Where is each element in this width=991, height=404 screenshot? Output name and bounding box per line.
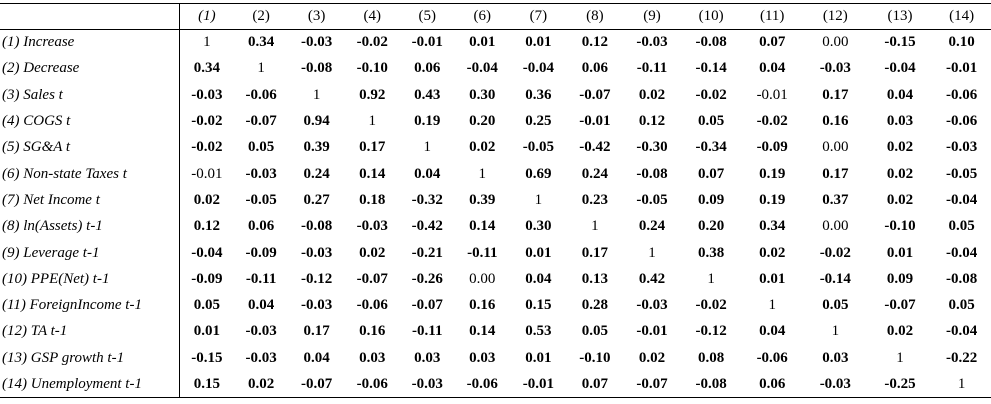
table-cell: -0.07 (623, 371, 681, 397)
table-cell: -0.02 (756, 113, 788, 130)
table-cell: 0.16 (469, 297, 496, 314)
table-cell: -0.01 (579, 113, 611, 130)
table-cell: -0.02 (356, 34, 388, 51)
table-cell: -0.01 (411, 34, 443, 51)
table-cell: -0.04 (946, 323, 978, 340)
table-cell: -0.11 (412, 323, 443, 340)
table-cell: -0.02 (819, 244, 851, 261)
table-cell: -0.05 (946, 165, 978, 182)
table-cell: -0.03 (191, 86, 223, 103)
table-cell: 0.00 (822, 34, 849, 51)
table-cell: 0.19 (759, 165, 786, 182)
table-cell: -0.11 (245, 270, 277, 287)
table-cell: 0.24 (581, 165, 609, 182)
table-cell: 0.30 (525, 218, 552, 235)
table-cell: -0.15 (191, 349, 223, 366)
table-cell: -0.03 (245, 165, 277, 182)
table-cell: -0.02 (191, 139, 223, 156)
table-cell: 0.69 (525, 165, 552, 182)
table-cell: -0.06 (455, 371, 511, 397)
table-cell: 0.02 (638, 349, 666, 366)
table-cell: -0.03 (819, 60, 851, 77)
table-cell: 0.06 (581, 60, 609, 77)
table-cell: 1 (478, 165, 487, 182)
table-cell: -0.03 (356, 218, 388, 235)
table-cell: 0.04 (414, 165, 441, 182)
table-cell: 1 (203, 34, 211, 51)
row-label: (6) Non-state Taxes t (0, 161, 180, 187)
table-cell: 0.04 (303, 349, 330, 366)
row-label: (4) COGS t (0, 108, 180, 134)
table-cell: 0.30 (469, 86, 496, 103)
table-row (0, 135, 991, 161)
table-cell: 0.05 (247, 139, 275, 156)
table-cell: 0.07 (759, 34, 786, 51)
table-cell: 0.37 (822, 191, 849, 208)
table-cell: -0.03 (301, 244, 333, 261)
table-cell: -0.07 (411, 297, 443, 314)
table-cell: -0.07 (245, 113, 277, 130)
table-cell: 0.34 (759, 218, 786, 235)
table-cell: 0.34 (247, 34, 275, 51)
table-cell: -0.11 (636, 60, 668, 77)
table-cell: 0.05 (822, 297, 849, 314)
table-row (0, 345, 991, 371)
table-cell: 0.17 (359, 139, 386, 156)
table-cell: 0.15 (525, 297, 552, 314)
table-cell: 0.15 (180, 371, 234, 397)
row-label: (5) SG&A t (0, 135, 180, 161)
header-corner-cell (0, 4, 180, 30)
column-header: (8) (567, 4, 624, 30)
table-cell: 0.02 (638, 86, 666, 103)
table-cell: 0.27 (303, 191, 330, 208)
table-row (0, 161, 991, 187)
table-cell: 0.09 (886, 270, 914, 287)
table-cell: -0.22 (946, 349, 978, 366)
table-cell: -0.14 (695, 60, 727, 77)
table-cell: -0.01 (191, 165, 223, 182)
table-cell: -0.05 (522, 139, 554, 156)
table-cell: -0.05 (636, 191, 668, 208)
table-cell: -0.10 (884, 218, 916, 235)
table-cell: 0.01 (193, 323, 220, 340)
table-cell: -0.02 (695, 86, 727, 103)
row-label: (10) PPE(Net) t-1 (0, 266, 180, 292)
table-cell: 0.02 (759, 244, 786, 261)
table-cell: 1 (534, 191, 543, 208)
table-cell: 0.12 (638, 113, 666, 130)
table-cell: -0.08 (946, 270, 978, 287)
table-cell: -0.14 (819, 270, 851, 287)
table-row (0, 30, 991, 56)
column-header: (11) (741, 4, 803, 30)
table-cell: -0.02 (191, 113, 223, 130)
table-cell: 0.02 (886, 323, 914, 340)
table-cell: 0.01 (759, 270, 786, 287)
table-cell: 1 (312, 86, 321, 103)
table-cell: -0.42 (579, 139, 611, 156)
table-cell: -0.01 (756, 86, 788, 103)
table-row (0, 266, 991, 292)
table-cell: -0.26 (411, 270, 443, 287)
table-cell: -0.03 (636, 297, 668, 314)
table-cell: 0.03 (359, 349, 386, 366)
row-label: (7) Net Income t (0, 187, 180, 213)
table-cell: -0.03 (636, 34, 668, 51)
table-cell: -0.11 (467, 244, 498, 261)
table-cell: 0.20 (469, 113, 496, 130)
table-cell: 0.34 (193, 60, 220, 77)
table-row (0, 319, 991, 345)
table-cell: -0.04 (522, 60, 554, 77)
table-cell: 0.01 (886, 244, 914, 261)
row-label: (11) ForeignIncome t-1 (0, 292, 180, 318)
table-cell: 1 (368, 113, 376, 130)
table-cell: 0.25 (525, 113, 552, 130)
table-cell: -0.08 (301, 218, 333, 235)
table-cell: 0.00 (469, 270, 496, 287)
table-cell: 0.53 (525, 323, 552, 340)
table-cell: 0.01 (525, 349, 552, 366)
table-cell: 0.02 (886, 165, 914, 182)
table-row (0, 82, 991, 108)
column-header: (14) (932, 4, 991, 30)
table-cell: -0.32 (411, 191, 443, 208)
table-cell: 0.06 (414, 60, 441, 77)
table-cell: -0.06 (245, 86, 277, 103)
table-cell: 0.39 (469, 191, 496, 208)
table-cell: -0.06 (756, 349, 788, 366)
table-cell: -0.12 (301, 270, 333, 287)
table-cell: 0.14 (469, 323, 496, 340)
table-cell: -0.08 (636, 165, 668, 182)
table-cell: 0.16 (359, 323, 386, 340)
table-cell: 0.04 (525, 270, 552, 287)
column-header: (13) (868, 4, 933, 30)
table-cell: -0.07 (884, 297, 916, 314)
table-cell: 0.28 (581, 297, 609, 314)
column-header: (7) (510, 4, 567, 30)
table-cell: 0.12 (193, 218, 220, 235)
table-cell: 0.12 (581, 34, 609, 51)
table-cell: 1 (768, 297, 776, 314)
table-cell: 0.09 (697, 191, 725, 208)
table-cell: -0.30 (636, 139, 668, 156)
table-cell: -0.03 (301, 34, 333, 51)
table-cell: 0.43 (414, 86, 441, 103)
table-cell: -0.04 (946, 244, 978, 261)
table-cell: 0.02 (886, 139, 914, 156)
table-cell: 0.14 (469, 218, 496, 235)
table-cell: 0.42 (638, 270, 666, 287)
table-cell: -0.06 (356, 297, 388, 314)
table-cell: 0.04 (886, 86, 914, 103)
column-header: (3) (289, 4, 345, 30)
table-cell: 0.24 (303, 165, 330, 182)
row-label: (2) Decrease (0, 56, 180, 82)
column-header: (1) (180, 4, 234, 30)
table-cell: -0.09 (191, 270, 223, 287)
table-cell: 0.38 (697, 244, 725, 261)
column-header: (2) (233, 4, 289, 30)
table-cell: 0.04 (759, 323, 786, 340)
table-cell: 0.13 (581, 270, 609, 287)
table-cell: 0.23 (581, 191, 609, 208)
table-row (0, 240, 991, 266)
table-cell: -0.01 (510, 371, 567, 397)
table-cell: -0.10 (579, 349, 611, 366)
table-cell: -0.01 (946, 60, 978, 77)
table-cell: 0.00 (822, 139, 849, 156)
table-cell: 0.19 (414, 113, 441, 130)
table-cell: 0.36 (525, 86, 552, 103)
table-cell: 0.06 (741, 371, 803, 397)
table-row (0, 371, 991, 397)
table-cell: -0.08 (681, 371, 742, 397)
table-cell: -0.03 (946, 139, 978, 156)
table-cell: 0.03 (886, 113, 914, 130)
table-cell: -0.04 (884, 60, 916, 77)
row-label: (1) Increase (0, 30, 180, 56)
table-cell: 0.18 (359, 191, 386, 208)
table-cell: 0.05 (193, 297, 220, 314)
table-cell: -0.03 (400, 371, 455, 397)
table-cell: 1 (648, 244, 656, 261)
correlation-table (0, 3, 991, 398)
table-cell: 0.00 (822, 218, 849, 235)
table-cell: -0.03 (301, 297, 333, 314)
table-cell: 0.02 (469, 139, 496, 156)
table-cell: -0.07 (289, 371, 345, 397)
table-cell: 0.06 (247, 218, 275, 235)
row-label: (14) Unemployment t-1 (0, 371, 180, 397)
table-cell: 0.10 (948, 34, 975, 51)
table-cell: -0.42 (411, 218, 443, 235)
column-header: (5) (400, 4, 455, 30)
table-cell: -0.05 (245, 191, 277, 208)
table-cell: 1 (707, 270, 715, 287)
table-cell: -0.04 (191, 244, 223, 261)
table-cell: 0.04 (759, 60, 786, 77)
table-header-row (0, 4, 991, 30)
table-cell: 0.02 (886, 191, 914, 208)
table-cell: 0.94 (303, 113, 330, 130)
table-cell: 0.17 (822, 86, 849, 103)
table-cell: 0.02 (233, 371, 289, 397)
table-cell: 0.24 (638, 218, 666, 235)
table-cell: 1 (591, 218, 599, 235)
column-header: (6) (455, 4, 511, 30)
row-label: (8) ln(Assets) t-1 (0, 214, 180, 240)
table-cell: 0.02 (359, 244, 386, 261)
table-cell: 0.17 (303, 323, 330, 340)
table-cell: 0.17 (581, 244, 609, 261)
table-cell: 0.05 (697, 113, 725, 130)
table-cell: 1 (932, 371, 991, 397)
table-cell: 0.20 (697, 218, 725, 235)
table-cell: 1 (831, 323, 840, 340)
table-cell: 0.03 (469, 349, 496, 366)
table-cell: -0.03 (245, 323, 277, 340)
table-cell: 0.04 (247, 297, 275, 314)
table-cell: -0.03 (245, 349, 277, 366)
table-cell: 0.05 (948, 297, 975, 314)
column-header: (12) (803, 4, 868, 30)
table-cell: -0.06 (344, 371, 400, 397)
table-cell: -0.09 (245, 244, 277, 261)
column-header: (9) (623, 4, 681, 30)
row-label: (12) TA t-1 (0, 319, 180, 345)
table-cell: 0.14 (359, 165, 386, 182)
table-cell: -0.15 (884, 34, 916, 51)
table-cell: 0.19 (759, 191, 786, 208)
table-cell: 1 (257, 60, 265, 77)
table-cell: 0.16 (822, 113, 849, 130)
table-cell: -0.34 (695, 139, 727, 156)
table-cell: -0.07 (356, 270, 388, 287)
column-header: (4) (344, 4, 400, 30)
table-cell: 0.05 (581, 323, 609, 340)
table-row (0, 292, 991, 318)
table-cell: -0.03 (803, 371, 868, 397)
row-label: (13) GSP growth t-1 (0, 345, 180, 371)
table-cell: 0.39 (303, 139, 330, 156)
table-cell: -0.02 (695, 297, 727, 314)
table-cell: 0.01 (469, 34, 496, 51)
table-cell: 0.03 (414, 349, 441, 366)
table-cell: -0.08 (695, 34, 727, 51)
table-cell: 0.05 (948, 218, 975, 235)
table-cell: 0.01 (525, 244, 552, 261)
table-row (0, 187, 991, 213)
table-cell: -0.09 (756, 139, 788, 156)
table-cell: -0.01 (636, 323, 668, 340)
table-cell: -0.04 (946, 191, 978, 208)
table-cell: 1 (896, 349, 904, 366)
table-cell: -0.12 (695, 323, 727, 340)
table-cell: 0.07 (567, 371, 624, 397)
table-cell: 1 (423, 139, 431, 156)
table-cell: -0.06 (946, 113, 978, 130)
row-label: (9) Leverage t-1 (0, 240, 180, 266)
table-cell: 0.17 (822, 165, 849, 182)
column-header: (10) (681, 4, 742, 30)
table-cell: -0.07 (579, 86, 611, 103)
table-cell: 0.07 (697, 165, 725, 182)
table-cell: 0.92 (359, 86, 386, 103)
table-row (0, 108, 991, 134)
table-cell: -0.08 (301, 60, 333, 77)
table-cell: -0.21 (411, 244, 443, 261)
table-cell: 0.02 (193, 191, 220, 208)
table-row (0, 56, 991, 82)
table-cell: 0.01 (525, 34, 552, 51)
table-cell: -0.10 (356, 60, 388, 77)
table-cell: -0.04 (466, 60, 498, 77)
table-body (0, 30, 991, 398)
row-label: (3) Sales t (0, 82, 180, 108)
table-cell: 0.08 (697, 349, 725, 366)
table-row (0, 214, 991, 240)
table-cell: 0.03 (822, 349, 849, 366)
table-cell: -0.06 (946, 86, 978, 103)
table-cell: -0.25 (868, 371, 933, 397)
